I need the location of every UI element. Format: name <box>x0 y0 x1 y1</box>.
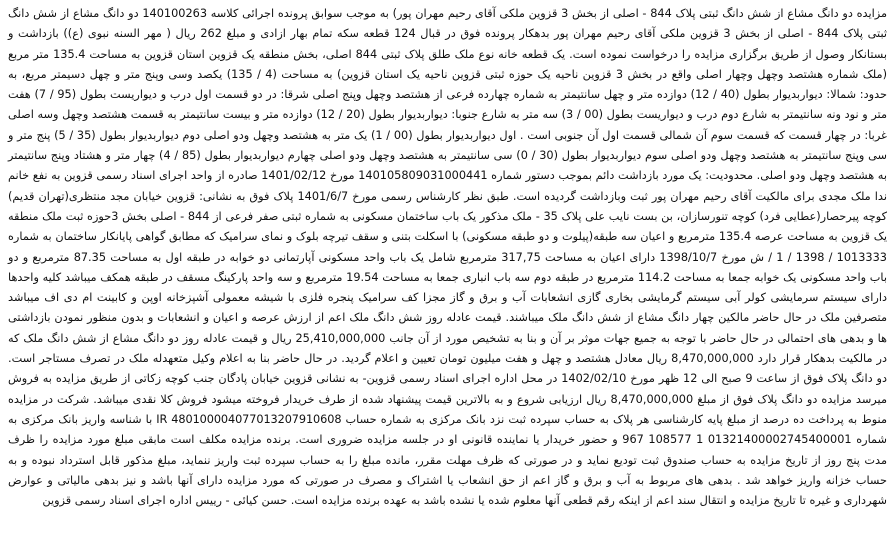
auction-notice-text: مزایده دو دانگ مشاع از شش دانگ ثبتی پلاک 844 - اصلی از بخش 3 قزوین ملکی آقای رحیم مهران پور) به موجب سوابق پرونده اجرائی کلاسه 140100263 دو دانگ مشاع از شش دانگ ثبتی پلاک 844 - اصلی از بخش 3 قزوین ملکی آقای رحیم مهران پور بدهکار پرونده فوق در قبال 124 قطعه سکه تمام بهار ازادی و مبلغ 262 ریال ( مهر السنه نبوی (ع)) بازداشت و بستانکار وصول از طریق برگزاری مزایده را درخواست نموده است. یک قطعه خانه نوع ملک طلق پلاک ثبتی 844 اصلی، بخش منطقه یک قزوین استان قزوین به مساحت 135.4 متر مربع (ملک شماره هشتصد وچهل وچهار اصلی واقع در بخش 3 قزوین ناحیه یک حوزه ثبتی قزوین ناحیه یک استان قزوین) به مساحت (4 / 135) یکصد وسی وپنج متر و چهل دسیمتر مربع، به حدود: شمالا: دیواربدیوار بطول (40 / 12) دوازده متر و چهل سانتیمتر به شماره چهارده فرعی از هشتصد وچهل وپنج اصلی شرقا: در دو قسمت اول درب و دیواریست بطول (95 / 7) هفت متر و نود ونه سانتیمتر به شارع دوم درب و دیواریست بطول (00 / 3) سه متر به شارع جنوبا: دیواربدیوار بطول (20 / 12) دوازده متر و بیست سانتیمتر به قسمت هشتصد وچهل وسه اصلی غربا: در چهار قسمت که قسمت سوم آن شمالی قسمت اول آن جنوبی است . اول دیواربدیوار بطول (00 / 1) یک متر به هشتصد وچهل ودو اصلی دوم دیواربدیوار بطول (35 / 5) پنج متر و سی وپنج سانتیمتر به هشتصد وچهل ودو اصلی سوم دیواربدیوار بطول (30 / 0) سی سانتیمتر به هشتصد وچهل ودو اصلی چهارم دیواربدیوار بطول (85 / 4) چهار متر و هشتاد وپنج سانتیمتر به هشتصد وچهل ودو اصلی. محدودیت: یک مورد بازداشت دائم بموجب دستور شماره 140105809031000441 مورخ 1401/02/12 صادره از واحد اجرای اسناد رسمی قزوین به نفع خانم ندا ملک مجدی برای مالکیت آقای رحیم مهران پور ثبت وبازداشت گردیده است. طبق نظر کارشناس رسمی مورخ 1401/6/7 پلاک فوق به نشانی: قزوین خیابان مجد منتظری(تهران قدیم) کوچه پیرحصار(عطایی فرد) کوچه تنورسازان، بن بست نایب علی پلاک 35 - ملک مذکور یک باب ساختمان مسکونی به شماره ثبتی صفر فرعی از 844 - اصلی بخش 3حوزه ثبت ملک منطقه یک قزوین به مساحت عرصه 135.4 مترمربع و اعیان سه طبقه(پیلوت و دو طبقه مسکونی) با اسکلت بتنی و سقف تیرچه بلوک و نمای سرامیک که مطابق گواهی پایانکار ساختمان به شماره 1013333 / 1398 / 1 / ش مورخ 1398/10/7 دارای اعیان به مساحت 317,75 مترمربع شامل یک باب واحد مسکونی آپارتمانی دو خوابه در طبقه اول به مساحت 87.35 مترمربع و دو باب واحد مسکونی یک خوابه جمعا به مساحت 114.2 مترمربع در طبقه دوم سه باب انباری جمعا به مساحت 19.54 مترمربع و سه واحد پارکینگ مسقف در طبقه همکف میباشد کلیه واحدها دارای سیستم سرمایشی کولر آبی سیستم گرمایشی بخاری گازی انشعابات آب و برق و گاز مجزا کف سرامیک پنجره فلزی با شیشه معمولی آشپزخانه اوپن و کابینت ام دی اف میباشد متصرفین ملک در حال حاضر مالکین چهار دانگ مشاع از شش دانگ ملک میباشند. قیمت عادله روز شش دانگ ملک اعم از ارزش عرصه و اعیان و انشعابات و بدون منظور نمودن بازداشتی ها و بدهی های احتمالی در حال حاضر با توجه به جمیع جهات موثر بر آن و بنا به تشخیص مورد از آن جانب 25,410,000,000 ریال و قیمت عادله روز دو دانگ مشاع از شش دانگ ملک که در مالکیت بدهکار قرار دارد 8,470,000,000 ریال معادل هشتصد و چهل و هفت میلیون تومان تعیین و اعلام گردید. در حال حاضر بنا به اعلام وکیل متعهدله ملک در تصرف مستاجر است. دو دانگ پلاک فوق از ساعت 9 صبح الی 12 ظهر مورخ 1402/02/10 در محل اداره اجرای اسناد رسمی قزوین- به نشانی قزوین خیابان پادگان جنب کوچه زکاتی از طریق مزایده به فروش میرسد مزایده دو دانگ پلاک فوق از مبلغ 8,470,000,000 ریال ارزیابی شروع و به بالاترین قیمت پیشنهاد شده از طرف خریدار فروخته میشود فروش کلا نقدی میباشد. شرکت در مزایده منوط به پرداخت ده درصد از مبلغ پایه کارشناسی هر پلاک به حساب سپرده ثبت نزد بانک مرکزی به شماره حساب IR 480100004077013207910608 با شناسه واریز بانک مرکزی به شماره 01321400002745400001 1 108577 967 و حضور خریدار یا نماینده قانونی او در جلسه مزایده ضروری است. برنده مزایده مکلف است مابقی مبلغ مورد مزایده را ظرف مدت پنج روز از تاریخ مزایده به حساب صندوق ثبت تودیع نماید و در صورتی که ظرف مهلت مقرر، مانده مبلغ را به حساب سپرده ثبت واریز ننماید، مبلغ مذکور قابل استرداد نبوده و به حساب خزانه واریز خواهد شد . بدهی های مربوط به آب و برق و گاز اعم از حق انشعاب یا اشتراک و مصرف در صورتی که مورد مزایده دارای آنها باشد و نیز بدهی مالیاتی و عوارض شهرداری و غیره تا تاریخ مزایده و انتقال سند اعم از اینکه رقم قطعی آنها معلوم شده یا نشده باشد به عهده برنده مزایده است. حسن کیائی - رییس اداره اجرای اسناد رسمی قزوین <box>8 7 888 508</box>
